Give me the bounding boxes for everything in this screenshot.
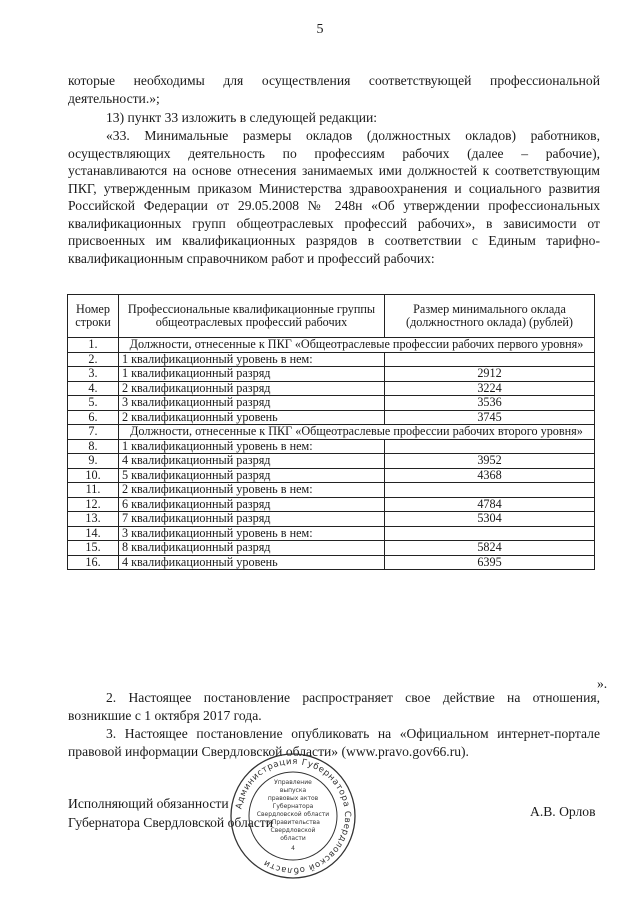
- seal-ring-text: Администрация Губернатора Свердловской области: [234, 756, 353, 876]
- table-row: [68, 454, 595, 469]
- table-row: [68, 425, 595, 440]
- group-heading: Должности, отнесенные к ПКГ «Общеотраслевые профессии рабочих первого уровня»: [119, 338, 595, 353]
- seal-number: 4: [291, 845, 295, 852]
- salary-value: [385, 483, 595, 498]
- qualification-name: 5 квалификационный разряд: [119, 468, 385, 483]
- row-number: 4.: [68, 381, 119, 396]
- row-number: 1.: [68, 338, 119, 353]
- intro-paragraph: которые необходимы для осуществления соответствующей профессиональной деятельности.»;: [68, 73, 600, 106]
- salary-value: 3952: [385, 454, 595, 469]
- table-header-row: [68, 295, 595, 338]
- table-row: [68, 541, 595, 556]
- seal-inner-line: Свердловской: [270, 827, 316, 834]
- qualification-name: 6 квалификационный разряд: [119, 497, 385, 512]
- table-row: [68, 526, 595, 541]
- qualification-name: 1 квалификационный уровень в нем:: [119, 352, 385, 367]
- qualification-name: 2 квалификационный уровень: [119, 410, 385, 425]
- seal-inner-line: области: [280, 835, 306, 842]
- qualification-name: 1 квалификационный уровень в нем:: [119, 439, 385, 454]
- qualification-name: 3 квалификационный разряд: [119, 396, 385, 411]
- qualification-name: 4 квалификационный уровень: [119, 555, 385, 570]
- seal-inner-line: Свердловской области: [256, 811, 330, 818]
- row-number: 7.: [68, 425, 119, 440]
- seal-inner-line: и Правительства: [266, 819, 320, 826]
- table-row: [68, 410, 595, 425]
- qualification-name: 2 квалификационный разряд: [119, 381, 385, 396]
- row-number: 3.: [68, 367, 119, 382]
- qualification-name: 1 квалификационный разряд: [119, 367, 385, 382]
- salary-value: 3224: [385, 381, 595, 396]
- salary-value: [385, 526, 595, 541]
- seal-inner-line: Губернатора: [272, 803, 314, 810]
- table-row: [68, 367, 595, 382]
- clause-3: 3. Настоящее постановление опубликовать на «Официальном интернет-портале правовой информации Свердловской области» (www.pravo.gov66.ru).: [68, 726, 600, 759]
- table-row: [68, 439, 595, 454]
- signature-line2: Губернатора Свердловской области: [68, 815, 274, 830]
- row-number: 10.: [68, 468, 119, 483]
- signature-name: А.В. Орлов: [530, 804, 596, 819]
- qualification-name: 4 квалификационный разряд: [119, 454, 385, 469]
- row-number: 9.: [68, 454, 119, 469]
- table-row: [68, 483, 595, 498]
- salary-value: 3536: [385, 396, 595, 411]
- salary-value: 4784: [385, 497, 595, 512]
- group-heading: Должности, отнесенные к ПКГ «Общеотраслевые профессии рабочих второго уровня»: [119, 425, 595, 440]
- row-number: 8.: [68, 439, 119, 454]
- salary-value: 3745: [385, 410, 595, 425]
- salary-value: 5304: [385, 512, 595, 527]
- table-row: [68, 352, 595, 367]
- table-row: [68, 381, 595, 396]
- header-salary: Размер минимального оклада (должностного оклада) (рублей): [385, 295, 595, 338]
- salary-value: [385, 439, 595, 454]
- row-number: 16.: [68, 555, 119, 570]
- qualification-name: 3 квалификационный уровень в нем:: [119, 526, 385, 541]
- table-row: [68, 338, 595, 353]
- row-number: 14.: [68, 526, 119, 541]
- row-number: 5.: [68, 396, 119, 411]
- table-row: [68, 497, 595, 512]
- salary-table: [67, 294, 595, 570]
- row-number: 13.: [68, 512, 119, 527]
- item-33-text: «33. Минимальные размеры окладов (должностных окладов) работников, осуществляющих деятельность по профессиям рабочих (далее – рабочие), устанавливаются на основе отнесения занимаемых ими должностей к соответствующим ПКГ, утвержденным приказом Министерства здравоохранения и социального развития Российской Федерации от 29.05.2008 № 248н «Об утверждении профессиональных квалификационных групп общеотраслевых профессий рабочих», в зависимости от присвоенных им квалификационных разрядов в соответствии с Единым тарифно-квалификационным справочником работ и профессий рабочих:: [68, 128, 600, 266]
- page-number: 5: [316, 22, 324, 37]
- header-number: Номер строки: [68, 295, 119, 338]
- official-seal: [229, 752, 357, 880]
- row-number: 11.: [68, 483, 119, 498]
- qualification-name: 2 квалификационный уровень в нем:: [119, 483, 385, 498]
- clause-2: 2. Настоящее постановление распространяет свое действие на отношения, возникшие с 1 октября 2017 года.: [68, 690, 600, 723]
- salary-value: [385, 352, 595, 367]
- row-number: 15.: [68, 541, 119, 556]
- header-group: Профессиональные квалификационные группы общеотраслевых профессий рабочих: [119, 295, 385, 338]
- qualification-name: 8 квалификационный разряд: [119, 541, 385, 556]
- salary-value: 5824: [385, 541, 595, 556]
- row-number: 12.: [68, 497, 119, 512]
- table-row: [68, 555, 595, 570]
- table-row: [68, 396, 595, 411]
- salary-value: 6395: [385, 555, 595, 570]
- seal-inner-line: правовых актов: [267, 795, 319, 802]
- salary-value: 2912: [385, 367, 595, 382]
- point-13: 13) пункт 33 изложить в следующей редакции:: [106, 110, 378, 125]
- table-row: [68, 512, 595, 527]
- quote-end: ».: [597, 676, 608, 691]
- row-number: 2.: [68, 352, 119, 367]
- qualification-name: 7 квалификационный разряд: [119, 512, 385, 527]
- table-row: [68, 468, 595, 483]
- seal-inner-line: Управление: [274, 779, 312, 786]
- salary-value: 4368: [385, 468, 595, 483]
- row-number: 6.: [68, 410, 119, 425]
- seal-inner-line: выпуска: [279, 787, 307, 794]
- signature-line1: Исполняющий обязанности: [68, 796, 229, 811]
